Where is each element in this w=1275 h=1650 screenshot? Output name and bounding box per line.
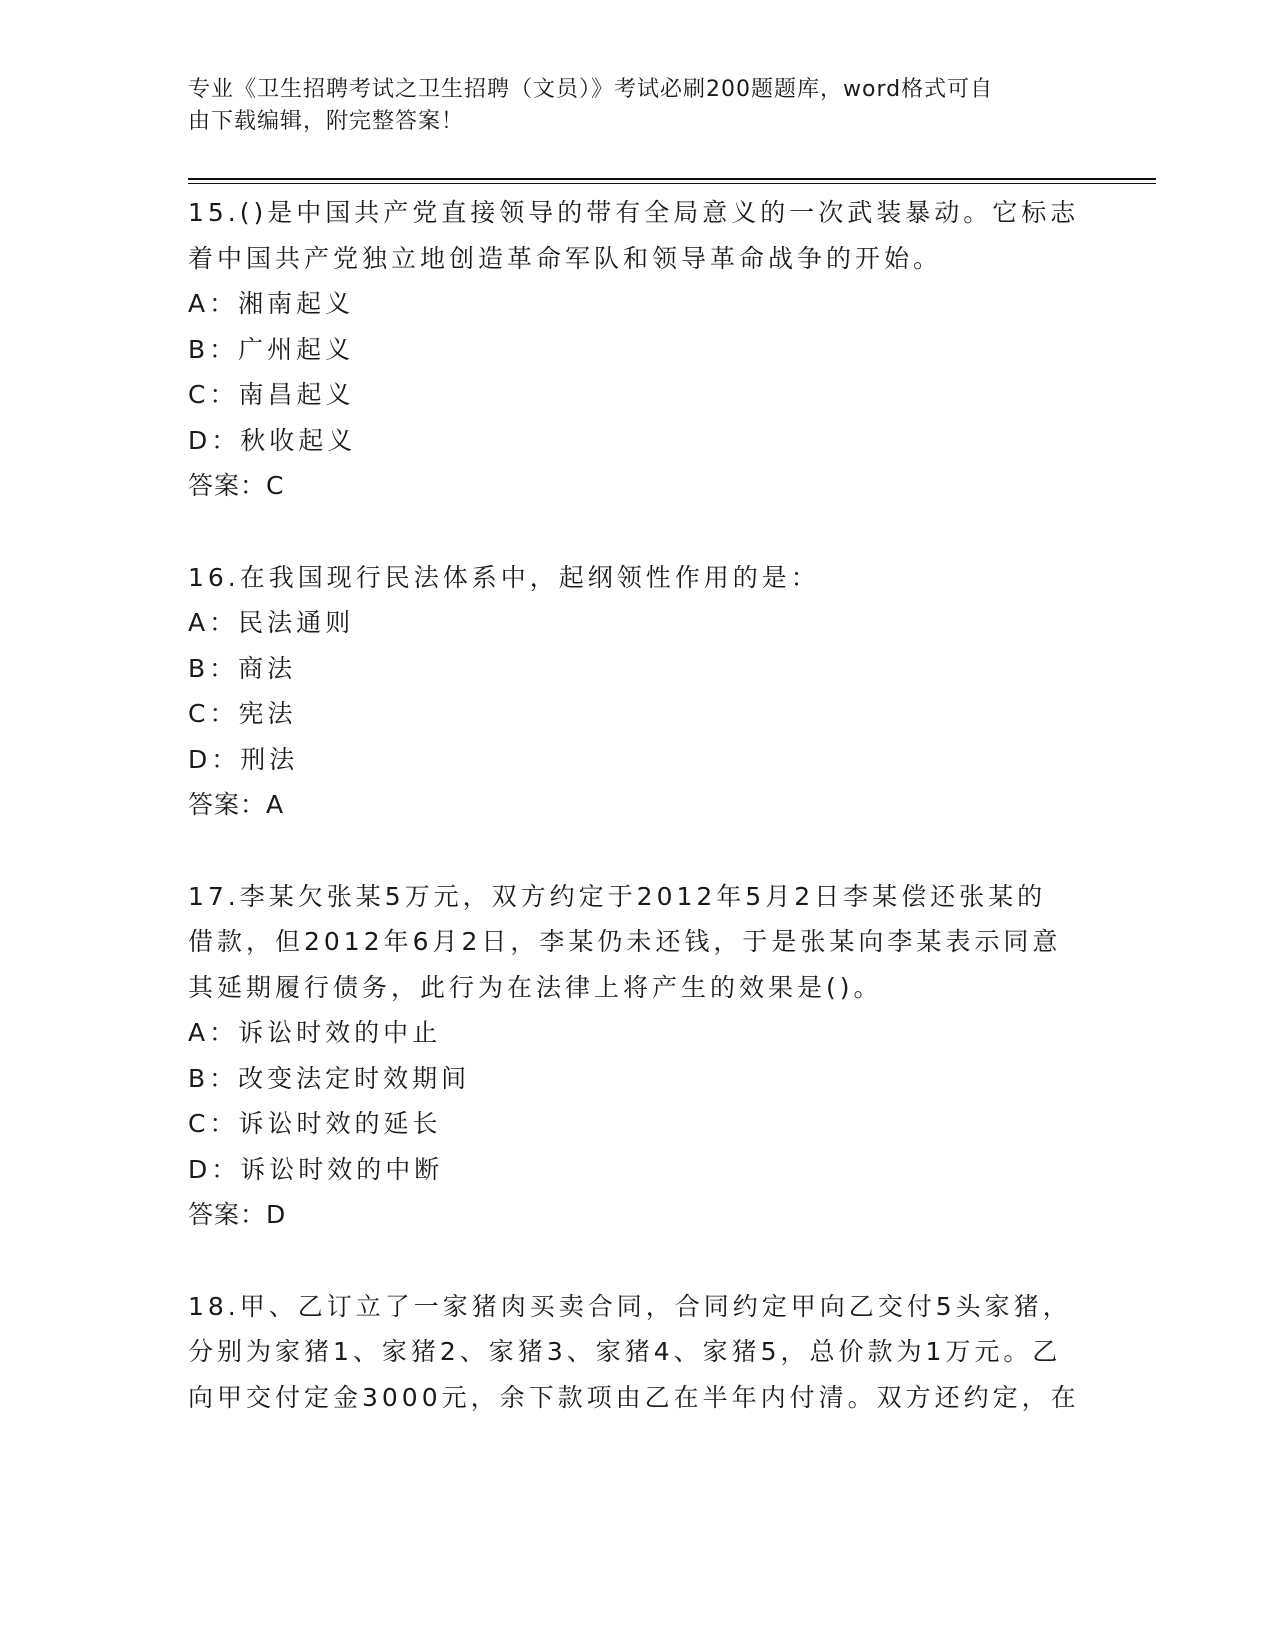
- header-line-2: 由下载编辑，附完整答案！: [188, 109, 465, 134]
- option-a: A：民法通则: [188, 608, 355, 637]
- option-b: B：改变法定时效期间: [188, 1063, 471, 1093]
- question-16: [188, 555, 1088, 828]
- answer-label: 答案：D: [188, 1200, 287, 1229]
- option-a: A：湘南起义: [188, 289, 355, 318]
- question-15: [188, 190, 1088, 509]
- header-rule-thin: [188, 183, 1156, 184]
- document-header: [188, 74, 1068, 138]
- answer-label: 答案：A: [188, 790, 285, 819]
- question-stem-line: 借款，但2012年6月2日，李某仍未还钱，于是张某向李某表示同意: [188, 927, 1062, 956]
- option-c: C：南昌起义: [188, 380, 355, 409]
- question-stem-line: 向甲交付定金3000元，余下款项由乙在半年内付清。双方还约定，在: [188, 1382, 1080, 1412]
- option-d: D：刑法: [188, 744, 299, 774]
- option-b: B：商法: [188, 653, 297, 683]
- option-d: D：秋收起义: [188, 425, 357, 455]
- header-rule-thick: [188, 178, 1156, 180]
- option-a: A：诉讼时效的中止: [188, 1018, 442, 1047]
- option-b: B：广州起义: [188, 334, 355, 364]
- option-d: D：诉讼时效的中断: [188, 1154, 444, 1184]
- question-stem-line: 其延期履行债务，此行为在法律上将产生的效果是()。: [188, 972, 883, 1002]
- question-17: [188, 874, 1088, 1238]
- question-stem-line: 15.()是中国共产党直接领导的带有全局意义的一次武装暴动。它标志: [188, 198, 1080, 227]
- question-stem-line: 分别为家猪1、家猪2、家猪3、家猪4、家猪5，总价款为1万元。乙: [188, 1337, 1062, 1366]
- question-18: [188, 1284, 1088, 1421]
- question-stem-line: 17.李某欠张某5万元，双方约定于2012年5月2日李某偿还张某的: [188, 881, 1047, 911]
- answer-label: 答案：C: [188, 471, 285, 500]
- option-c: C：宪法: [188, 699, 297, 728]
- question-stem-line: 18.甲、乙订立了一家猪肉买卖合同，合同约定甲向乙交付5头家猪，: [188, 1291, 1072, 1321]
- question-stem-line: 16.在我国现行民法体系中，起纲领性作用的是：: [188, 562, 820, 592]
- question-stem-line: 着中国共产党独立地创造革命军队和领导革命战争的开始。: [188, 243, 943, 273]
- option-c: C：诉讼时效的延长: [188, 1109, 442, 1138]
- question-list: [188, 190, 1088, 1466]
- header-line-1: 专业《卫生招聘考试之卫生招聘（文员）》考试必刷200题题库，word格式可自: [188, 77, 994, 102]
